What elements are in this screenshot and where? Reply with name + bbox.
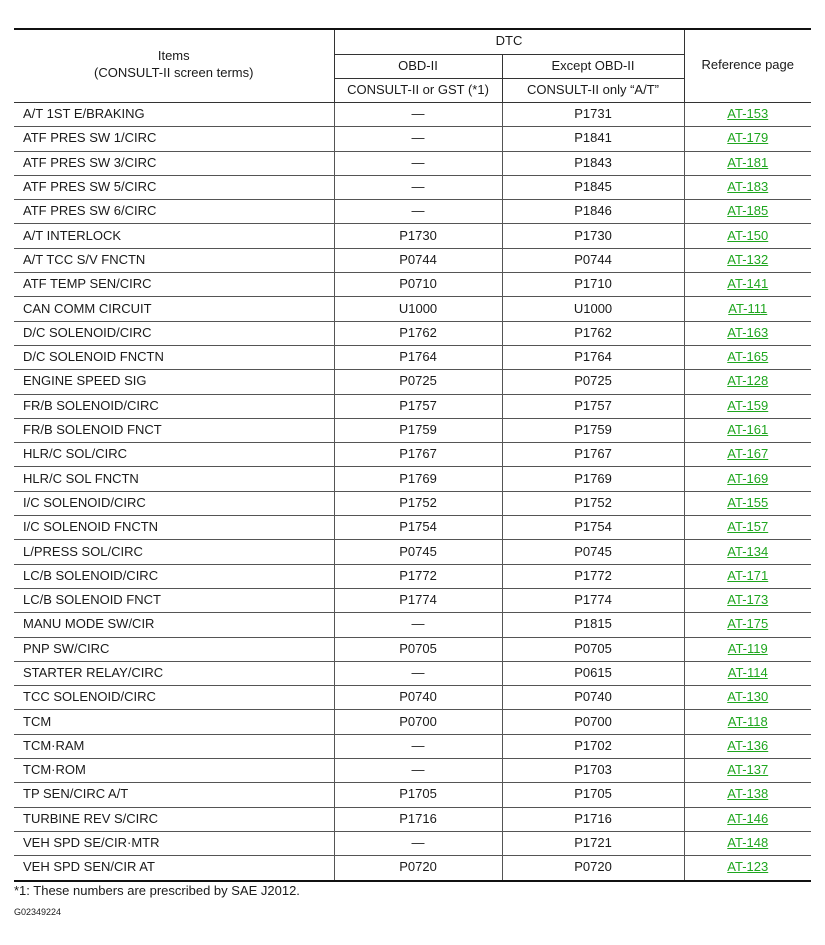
table-row [14,516,811,540]
obd-ii-dtc-cell: — [334,200,502,224]
except-obd-ii-dtc-cell: P0744 [502,248,684,272]
dtc-group-header: DTC [334,28,684,55]
table-row [14,151,811,175]
reference-page-cell [684,103,811,127]
table-row [14,564,811,588]
table-body [14,103,811,881]
table-row [14,710,811,734]
reference-page-cell [684,516,811,540]
item-cell: TCM·ROM [14,759,334,783]
items-header-line1: Items [157,48,190,64]
item-cell: VEH SPD SEN/CIR AT [14,856,334,881]
table-row [14,491,811,515]
item-cell: TP SEN/CIRC A/T [14,783,334,807]
reference-page-link[interactable]: AT-118 [727,713,768,729]
obd-ii-dtc-cell: P0740 [334,686,502,710]
reference-page-link[interactable]: AT-169 [727,470,769,486]
except-obd-ii-subheader: CONSULT-II only “A/T” [502,79,684,103]
table-row [14,345,811,369]
reference-page-link[interactable]: AT-138 [727,786,769,802]
obd-ii-dtc-cell: — [334,831,502,855]
except-obd-ii-dtc-cell: P1767 [502,443,684,467]
items-header-line2: (CONSULT-II screen terms) [94,65,254,80]
table-row [14,321,811,345]
reference-page-cell [684,127,811,151]
table-row [14,807,811,831]
reference-page-cell [684,831,811,855]
except-obd-ii-dtc-cell: P1752 [502,491,684,515]
except-obd-ii-dtc-cell: P1759 [502,418,684,442]
reference-page-link[interactable]: AT-175 [727,616,769,632]
obd-ii-dtc-cell: U1000 [334,297,502,321]
table-row [14,783,811,807]
item-cell: ATF PRES SW 5/CIRC [14,175,334,199]
reference-page-cell [684,661,811,685]
obd-ii-dtc-cell: — [334,175,502,199]
table-row [14,127,811,151]
item-cell: ATF PRES SW 1/CIRC [14,127,334,151]
obd-ii-dtc-cell: — [334,661,502,685]
reference-page-cell [684,856,811,881]
obd-ii-dtc-cell: P1764 [334,345,502,369]
dtc-table-sheet [14,28,811,882]
except-obd-ii-header: Except OBD-II [502,55,684,79]
reference-page-cell [684,321,811,345]
table-row [14,103,811,127]
reference-page-cell [684,783,811,807]
obd-ii-dtc-cell: — [334,613,502,637]
obd-ii-dtc-cell: P0744 [334,248,502,272]
obd-ii-dtc-cell: P1757 [334,394,502,418]
except-obd-ii-dtc-cell: P1845 [502,175,684,199]
reference-page-link[interactable]: AT-119 [727,640,768,656]
reference-page-link[interactable]: AT-165 [727,349,769,365]
table-row [14,200,811,224]
except-obd-ii-dtc-cell: P1762 [502,321,684,345]
obd-ii-dtc-cell: P1754 [334,516,502,540]
footnote: *1: These numbers are prescribed by SAE J2012. [14,883,300,898]
obd-ii-dtc-cell: P1752 [334,491,502,515]
table-row [14,540,811,564]
reference-page-cell [684,345,811,369]
obd-ii-dtc-cell: P0725 [334,370,502,394]
item-cell: ENGINE SPEED SIG [14,370,334,394]
dtc-reference-table [14,28,811,882]
except-obd-ii-dtc-cell: P1841 [502,127,684,151]
reference-page-cell [684,224,811,248]
item-cell: TCC SOLENOID/CIRC [14,686,334,710]
obd-ii-dtc-cell: P1716 [334,807,502,831]
reference-page-link[interactable]: AT-148 [727,835,769,851]
except-obd-ii-dtc-cell: U1000 [502,297,684,321]
items-column-header [14,28,334,103]
reference-page-cell [684,418,811,442]
obd-ii-dtc-cell: P1759 [334,418,502,442]
item-cell: D/C SOLENOID FNCTN [14,345,334,369]
reference-page-link[interactable]: AT-155 [727,494,769,510]
reference-page-cell [684,175,811,199]
obd-ii-dtc-cell: P1762 [334,321,502,345]
obd-ii-dtc-cell: — [334,734,502,758]
except-obd-ii-dtc-cell: P1843 [502,151,684,175]
reference-page-cell [684,200,811,224]
reference-page-header: Reference page [684,28,811,103]
item-cell: TCM [14,710,334,734]
table-row [14,175,811,199]
table-row [14,661,811,685]
reference-page-link[interactable]: AT-114 [727,665,768,680]
item-cell: PNP SW/CIRC [14,637,334,661]
item-cell: D/C SOLENOID/CIRC [14,321,334,345]
table-row [14,273,811,297]
reference-page-link[interactable]: AT-134 [727,543,769,559]
reference-page-link[interactable]: AT-183 [727,179,769,195]
table-header [14,28,811,103]
obd-ii-dtc-cell: — [334,127,502,151]
reference-page-cell [684,588,811,612]
item-cell: CAN COMM CIRCUIT [14,297,334,321]
obd-ii-dtc-cell: P0700 [334,710,502,734]
item-cell: A/T TCC S/V FNCTN [14,248,334,272]
item-cell: VEH SPD SE/CIR·MTR [14,831,334,855]
except-obd-ii-dtc-cell: P0615 [502,661,684,685]
except-obd-ii-dtc-cell: P1705 [502,783,684,807]
item-cell: STARTER RELAY/CIRC [14,661,334,685]
reference-page-link[interactable]: AT-130 [727,689,769,705]
reference-page-link[interactable]: AT-153 [727,106,769,122]
except-obd-ii-dtc-cell: P0705 [502,637,684,661]
reference-page-link[interactable]: AT-136 [727,737,769,753]
reference-page-cell [684,443,811,467]
reference-page-cell [684,491,811,515]
obd-ii-dtc-cell: — [334,151,502,175]
obd-ii-header: OBD-II [334,55,502,79]
reference-page-link[interactable]: AT-161 [727,422,769,438]
obd-ii-dtc-cell: P1730 [334,224,502,248]
top-rule [14,28,811,30]
item-cell: FR/B SOLENOID/CIRC [14,394,334,418]
obd-ii-subheader: CONSULT-II or GST (*1) [334,79,502,103]
item-cell: HLR/C SOL FNCTN [14,467,334,491]
except-obd-ii-dtc-cell: P0745 [502,540,684,564]
item-cell: A/T 1ST E/BRAKING [14,103,334,127]
reference-page-cell [684,710,811,734]
except-obd-ii-dtc-cell: P1731 [502,103,684,127]
item-cell: HLR/C SOL/CIRC [14,443,334,467]
reference-page-link[interactable]: AT-167 [727,446,769,462]
table-row [14,224,811,248]
reference-page-cell [684,613,811,637]
reference-page-link[interactable]: AT-171 [727,567,769,583]
figure-code: G02349224 [14,907,62,917]
item-cell: A/T INTERLOCK [14,224,334,248]
reference-page-link[interactable]: AT-128 [727,373,769,389]
obd-ii-dtc-cell: P0710 [334,273,502,297]
reference-page-cell [684,394,811,418]
obd-ii-dtc-cell: P0720 [334,856,502,881]
item-cell: TCM·RAM [14,734,334,758]
item-cell: I/C SOLENOID/CIRC [14,491,334,515]
except-obd-ii-dtc-cell: P1721 [502,831,684,855]
reference-page-cell [684,807,811,831]
except-obd-ii-dtc-cell: P1846 [502,200,684,224]
except-obd-ii-dtc-cell: P1730 [502,224,684,248]
table-row [14,418,811,442]
reference-page-cell [684,151,811,175]
obd-ii-dtc-cell: P1769 [334,467,502,491]
obd-ii-dtc-cell: P1705 [334,783,502,807]
except-obd-ii-dtc-cell: P1769 [502,467,684,491]
reference-page-link[interactable]: AT-179 [727,130,769,146]
reference-page-cell [684,467,811,491]
reference-page-link[interactable]: AT-123 [727,859,769,875]
table-row [14,588,811,612]
reference-page-link[interactable]: AT-137 [727,762,769,778]
table-row [14,248,811,272]
table-row [14,297,811,321]
except-obd-ii-dtc-cell: P1772 [502,564,684,588]
reference-page-cell [684,734,811,758]
except-obd-ii-dtc-cell: P1702 [502,734,684,758]
except-obd-ii-dtc-cell: P0700 [502,710,684,734]
reference-page-link[interactable]: AT-181 [727,154,769,170]
except-obd-ii-dtc-cell: P0740 [502,686,684,710]
except-obd-ii-dtc-cell: P1716 [502,807,684,831]
item-cell: TURBINE REV S/CIRC [14,807,334,831]
reference-page-link[interactable]: AT-159 [727,397,769,413]
reference-page-cell [684,370,811,394]
item-cell: ATF PRES SW 3/CIRC [14,151,334,175]
obd-ii-dtc-cell: P1767 [334,443,502,467]
table-row [14,613,811,637]
table-row [14,856,811,881]
reference-page-cell [684,273,811,297]
table-row [14,734,811,758]
obd-ii-dtc-cell: — [334,103,502,127]
obd-ii-dtc-cell: P0705 [334,637,502,661]
table-row [14,394,811,418]
reference-page-cell [684,637,811,661]
reference-page-link[interactable]: AT-146 [727,810,769,826]
item-cell: MANU MODE SW/CIR [14,613,334,637]
except-obd-ii-dtc-cell: P1757 [502,394,684,418]
reference-page-cell [684,759,811,783]
table-row [14,686,811,710]
except-obd-ii-dtc-cell: P1815 [502,613,684,637]
item-cell: ATF PRES SW 6/CIRC [14,200,334,224]
reference-page-link[interactable]: AT-185 [727,203,769,219]
item-cell: LC/B SOLENOID FNCT [14,588,334,612]
except-obd-ii-dtc-cell: P1764 [502,345,684,369]
item-cell: L/PRESS SOL/CIRC [14,540,334,564]
except-obd-ii-dtc-cell: P1754 [502,516,684,540]
table-row [14,370,811,394]
obd-ii-dtc-cell: P0745 [334,540,502,564]
obd-ii-dtc-cell: P1774 [334,588,502,612]
reference-page-link[interactable]: AT-150 [727,227,769,243]
reference-page-cell [684,564,811,588]
reference-page-cell [684,686,811,710]
reference-page-cell [684,248,811,272]
except-obd-ii-dtc-cell: P0720 [502,856,684,881]
table-row [14,443,811,467]
reference-page-link[interactable]: AT-132 [727,251,769,267]
item-cell: I/C SOLENOID FNCTN [14,516,334,540]
reference-page-link[interactable]: AT-141 [727,276,769,292]
obd-ii-dtc-cell: P1772 [334,564,502,588]
reference-page-cell [684,297,811,321]
except-obd-ii-dtc-cell: P1774 [502,588,684,612]
table-row [14,637,811,661]
reference-page-cell [684,540,811,564]
table-row [14,831,811,855]
reference-page-link[interactable]: AT-111 [728,300,768,316]
reference-page-link[interactable]: AT-157 [727,519,769,535]
item-cell: FR/B SOLENOID FNCT [14,418,334,442]
reference-page-link[interactable]: AT-173 [727,592,769,608]
reference-page-link[interactable]: AT-163 [727,324,769,340]
except-obd-ii-dtc-cell: P1710 [502,273,684,297]
obd-ii-dtc-cell: — [334,759,502,783]
except-obd-ii-dtc-cell: P0725 [502,370,684,394]
table-row [14,467,811,491]
item-cell: LC/B SOLENOID/CIRC [14,564,334,588]
table-row [14,759,811,783]
item-cell: ATF TEMP SEN/CIRC [14,273,334,297]
except-obd-ii-dtc-cell: P1703 [502,759,684,783]
